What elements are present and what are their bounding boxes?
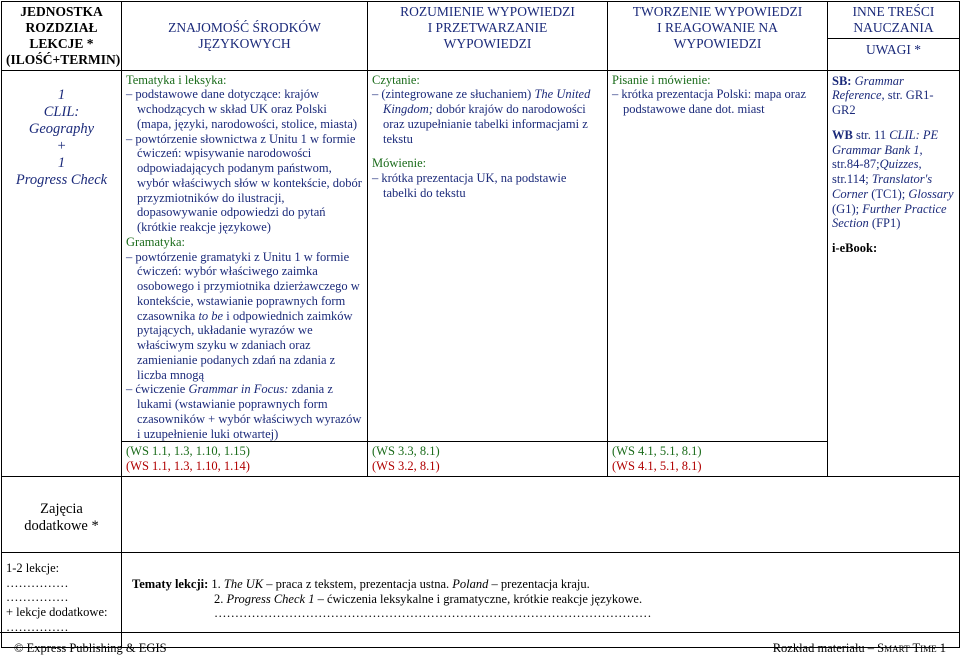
topic-1: Tematy lekcji: 1. The UK – praca z tekstem, prezentacja ustna. Poland – prezentacja kraju.: [132, 576, 590, 591]
reading-item: – (zintegrowane ze słuchaniem) The United Kingdom; dobór krajów do narodowości oraz uzupełnianie tabelki informacjami z tekstu: [372, 87, 591, 146]
vocab-item: – podstawowe dane dotyczące: krajów wchodzących w skład UK oraz Polski (mapa, języki, narodowości, stolice, miasta): [126, 87, 358, 131]
page-footer: [0, 632, 960, 657]
comprehension-cell: [368, 70, 608, 442]
header-production: TWORZENIE WYPOWIEDZI I REAGOWANIE NA WYPOWIEDZI: [608, 2, 828, 71]
vocab-label: Tematyka i leksyka:: [126, 72, 227, 87]
writing-item: – krótka prezentacja Polski: mapa oraz podstawowe dane dot. miast: [612, 87, 807, 117]
writing-label: Pisanie i mówienie:: [612, 72, 711, 87]
ws-col3: (WS 3.3, 8.1) (WS 3.2, 8.1): [368, 442, 608, 477]
vocab-item: – powtórzenie słownictwa z Unitu 1 w formie ćwiczeń: wpisywanie narodowości odpowiadających podanym państwom, wybór właściwych słów w kontekście, dobór przyzmiotników do ilustracji, dopasowywanie odpowiedzi do pytań (krótkie reakcje językowe): [126, 131, 362, 235]
topic-2: 2. Progress Check 1 – ćwiczenia leksykalne i gramatyczne, krótkie reakcje językowe.: [214, 591, 643, 606]
wb-reference: WB str. 11 CLIL: PE Grammar Bank 1, str.84-87;Quizzes, str.114; Translator's Corner (TC1); Glossary (G1); Further Practice Section (FP1): [832, 127, 954, 231]
footer-copyright: © Express Publishing & EGIS: [14, 641, 167, 655]
extra-classes-cell: Zajęcia dodatkowe *: [2, 476, 122, 552]
footer-title: Rozkład materiału – Smart Time 1: [772, 641, 946, 655]
ebook-label: i-eBook:: [832, 241, 878, 256]
speaking-item: – krótka prezentacja UK, na podstawie tabelki do tekstu: [372, 171, 567, 200]
ws-col2: (WS 1.1, 1.3, 1.10, 1.15) (WS 1.1, 1.3, 1.10, 1.14): [122, 442, 368, 477]
header-comprehension: ROZUMIENIE WYPOWIEDZI I PRZETWARZANIE WYPOWIEDZI: [368, 2, 608, 71]
grammar-label: Gramatyka:: [126, 234, 186, 249]
extra-classes-body: [122, 476, 960, 552]
sb-reference: SB: Grammar Reference, str. GR1-GR2: [832, 73, 934, 118]
other-content-cell: [828, 70, 960, 476]
language-means-cell: [122, 70, 368, 442]
ws-col4: (WS 4.1, 5.1, 8.1) (WS 4.1, 5.1, 8.1): [608, 442, 828, 477]
reading-label: Czytanie:: [372, 72, 420, 87]
header-unit: JEDNOSTKA ROZDZIAŁ LEKCJE * (ILOŚĆ+TERMIN): [2, 2, 122, 71]
header-language-means: ZNAJOMOŚĆ ŚRODKÓW JĘZYKOWYCH: [122, 2, 368, 71]
unit-cell: 1 CLIL: Geography + 1 Progress Check: [2, 70, 122, 476]
header-other: INNE TREŚCI NAUCZANIA UWAGI *: [828, 2, 960, 71]
grammar-item: – ćwiczenie Grammar in Focus: zdania z lukami (wstawianie poprawnych form czasowników + wybór właściwych wyrazów i uzupełnienie luki otwartej): [126, 382, 362, 441]
header-notes: UWAGI *: [828, 38, 959, 61]
lesson-plan-table: [1, 1, 960, 648]
topic-3: ……………………………………………………………………………………………: [214, 606, 652, 621]
lessons-count-cell: 1-2 lekcje: …………… …………… + lekcje dodatkowe: ……………: [2, 552, 122, 647]
production-cell: [608, 70, 828, 442]
speaking-label: Mówienie:: [372, 156, 427, 171]
grammar-item: – powtórzenie gramatyki z Unitu 1 w formie ćwiczeń: wybór właściwego zaimka osobowego i przymiotnika dzierżawczego w kontekście, wstawianie poprawnych form czasownika to be i odpowiednich zaimków pytających, układanie wyrazów we właściwym szyku w zdaniach oraz zamienianie podanych zdań na zdania z liczba mnogą: [126, 249, 360, 382]
